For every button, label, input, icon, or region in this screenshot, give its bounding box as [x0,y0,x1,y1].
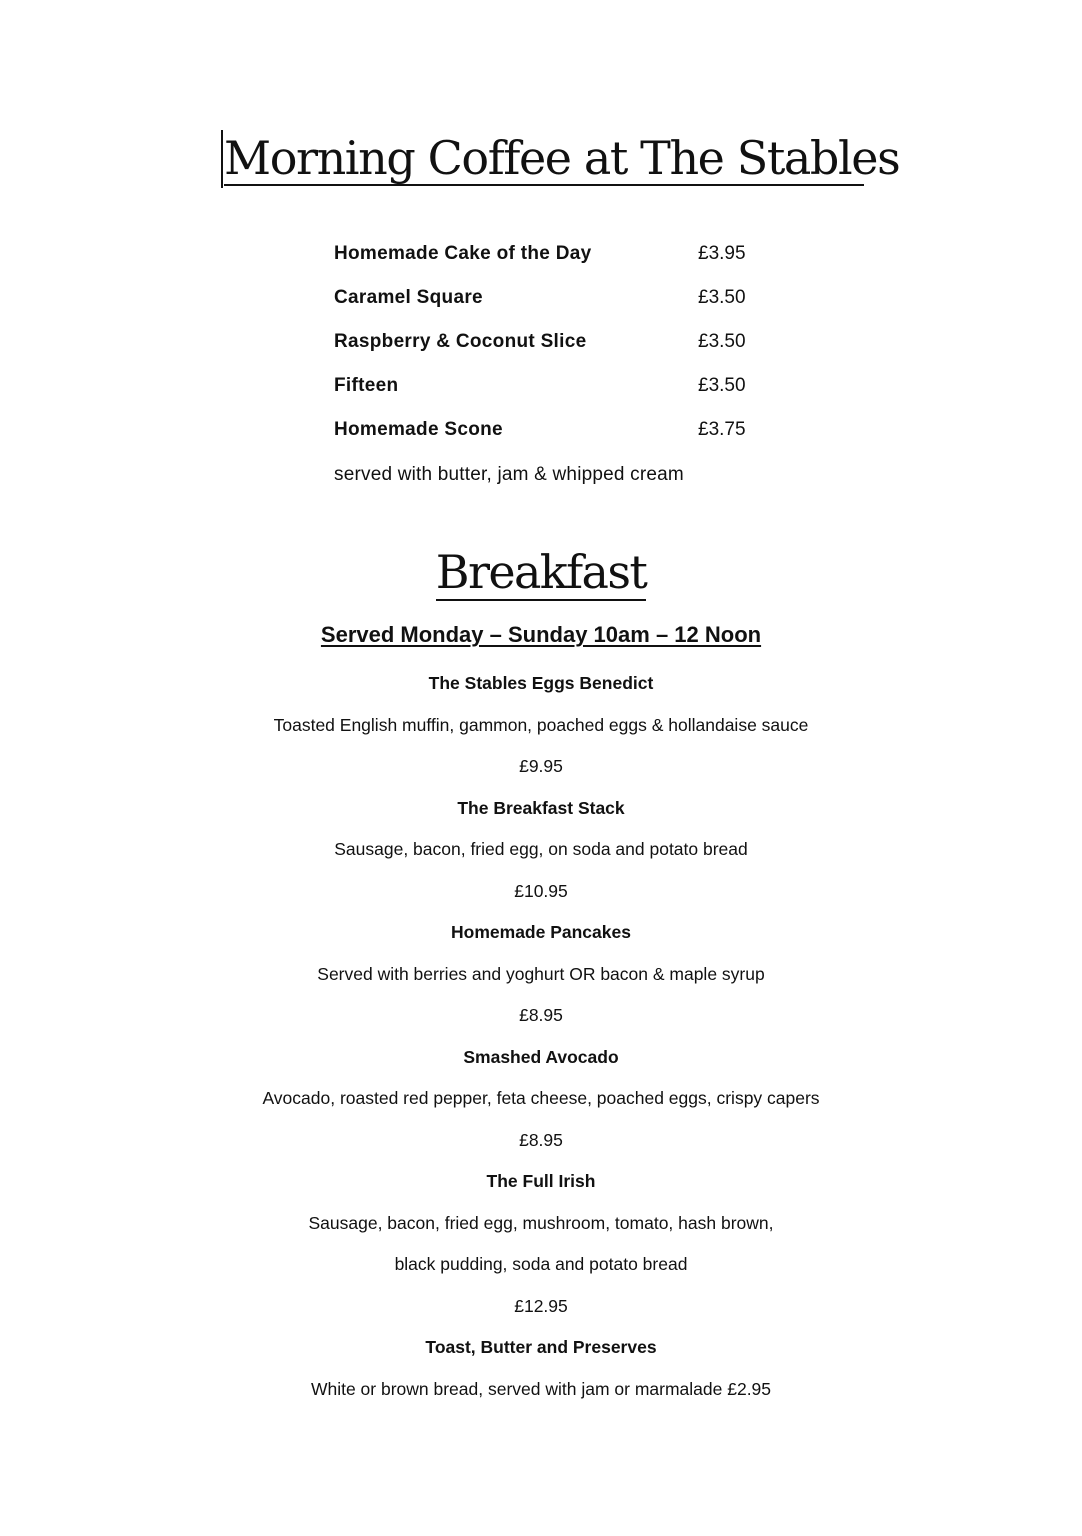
breakfast-item-name: Homemade Pancakes [451,922,631,942]
breakfast-item-price: £8.95 [519,1005,563,1025]
coffee-item-price: £3.50 [698,287,746,308]
coffee-item-price: £3.75 [698,419,746,440]
coffee-item-name: Homemade Scone [334,419,503,440]
breakfast-item-name: The Stables Eggs Benedict [428,673,654,693]
coffee-items-list [334,237,754,457]
coffee-item [334,325,754,369]
coffee-item-name: Raspberry & Coconut Slice [334,331,587,352]
breakfast-item-price: £9.95 [519,756,563,776]
coffee-item-name: Homemade Cake of the Day [334,243,592,264]
breakfast-title: Breakfast [435,545,647,599]
breakfast-item-name: Smashed Avocado [463,1046,619,1067]
coffee-item [334,281,754,325]
text-cursor [221,130,223,188]
breakfast-item-name: The Breakfast Stack [457,797,625,818]
breakfast-item-name: Toast, Butter and Preserves [425,1337,657,1357]
coffee-item [334,237,754,281]
morning-coffee-title: Morning Coffee at The Stables [224,128,864,186]
breakfast-item-price: £8.95 [519,1129,563,1150]
breakfast-item-name: The Full Irish [486,1171,596,1191]
coffee-item-name: Caramel Square [334,287,483,308]
coffee-item [334,413,754,457]
breakfast-item-description: Toasted English muffin, gammon, poached eggs & hollandaise sauce [273,714,809,735]
breakfast-item-description: White or brown bread, served with jam or marmalade £2.95 [310,1378,772,1399]
coffee-item [334,369,754,413]
breakfast-item-description: Sausage, bacon, fried egg, mushroom, tomato, hash brown, [308,1212,774,1233]
breakfast-item-description: Served with berries and yoghurt OR bacon & maple syrup [317,963,765,984]
breakfast-item-price: £10.95 [514,880,568,901]
breakfast-items-list [0,664,1082,1411]
breakfast-item-description: Sausage, bacon, fried egg, on soda and potato bread [334,839,748,859]
breakfast-item-description: Avocado, roasted red pepper, feta cheese, poached eggs, crispy capers [262,1088,820,1108]
coffee-item-price: £3.50 [698,331,746,352]
breakfast-serving-hours: Served Monday – Sunday 10am – 12 Noon [320,622,762,647]
coffee-item-price: £3.50 [698,375,746,396]
coffee-item-price: £3.95 [698,243,746,264]
breakfast-item-price: £12.95 [514,1295,568,1316]
coffee-item-name: Fifteen [334,375,399,396]
scone-note: served with butter, jam & whipped cream [334,464,684,485]
breakfast-item-description: black pudding, soda and potato bread [394,1254,688,1274]
breakfast-title-wrap [0,542,1082,602]
